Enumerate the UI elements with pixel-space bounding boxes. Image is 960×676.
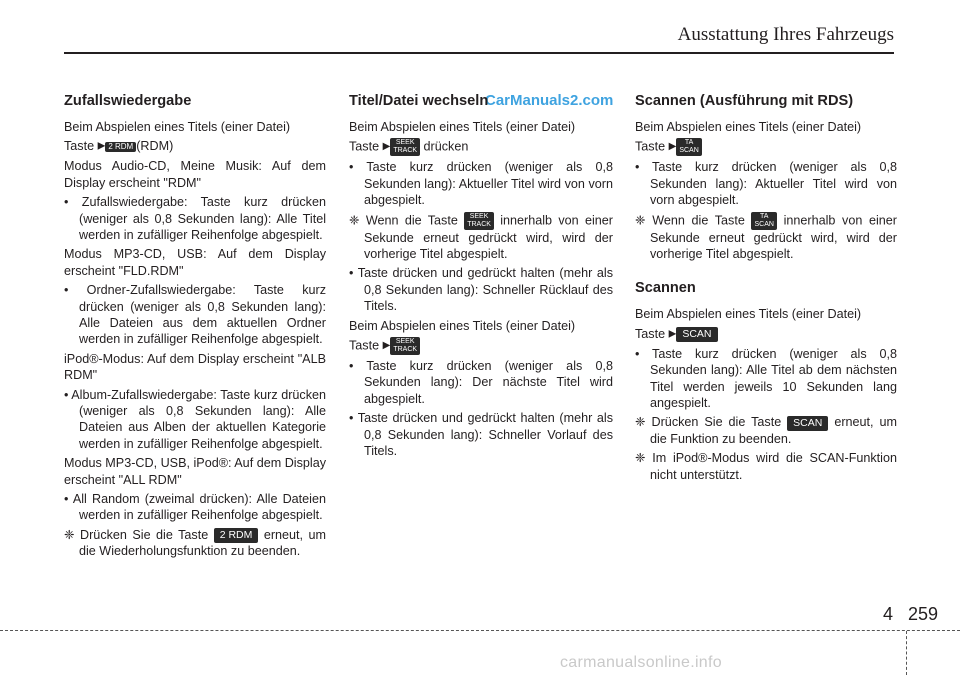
section-title-track-change: Titel/Datei wechseln bbox=[349, 93, 489, 109]
rdm-key-icon: 2 RDM bbox=[105, 142, 136, 152]
section-title-random: Zufallswiedergabe bbox=[64, 93, 192, 109]
arrow-right-icon: ▶ bbox=[668, 328, 677, 340]
column-track-change bbox=[349, 92, 613, 463]
footer-separator bbox=[906, 631, 907, 675]
section-title-scan-rds: Scannen (Ausführung mit RDS) bbox=[635, 93, 854, 109]
note-item: ❈ Drücken Sie die Taste 2 RDM erneut, um die Wiederholungsfunktion zu beenden. bbox=[64, 527, 327, 559]
paragraph-button-seek-down: Taste ▶ SEEK TRACK drücken bbox=[349, 139, 469, 155]
arrow-right-icon: ▶ bbox=[668, 141, 677, 153]
page-header-title: Ausstattung Ihres Fahrzeugs bbox=[677, 24, 894, 45]
paragraph: Beim Abspielen eines Titels (einer Datei) bbox=[635, 307, 862, 322]
scan-key-icon: SCAN bbox=[676, 327, 717, 342]
paragraph-button-seek-up: Taste ▶ SEEK TRACK bbox=[349, 337, 613, 355]
column-scan bbox=[635, 92, 897, 486]
paragraph-button-scan: Taste ▶ SCAN bbox=[635, 326, 897, 343]
bullet-item: • Taste kurz drücken (weniger als 0,8 Sekunden lang): Aktueller Titel wird von vorn abgespielt. bbox=[635, 160, 897, 208]
bullet-item: • All Random (zweimal drücken): Alle Dateien werden in zufälliger Reihenfolge abgespielt. bbox=[64, 492, 326, 523]
arrow-right-icon: ▶ bbox=[382, 339, 391, 351]
arrow-right-icon: ▶ bbox=[382, 141, 391, 153]
bullet-item: • Taste kurz drücken (weniger als 0,8 Sekunden lang): Alle Titel ab dem nächsten Titel werden jeweils 10 Sekunden lang angespielt. bbox=[635, 346, 897, 410]
bullet-item: • Ordner-Zufallswiedergabe: Taste kurz drücken (weniger als 0,8 Sekunden lang): Alle Dateien aus dem aktuellen Ordner werden in zufälliger Reihenfolge abgespielt. bbox=[64, 283, 326, 347]
paragraph: Modus Audio-CD, Meine Musik: Auf dem Display erscheint "RDM" bbox=[64, 159, 326, 190]
seek-track-up-key-icon: SEEK TRACK bbox=[390, 337, 420, 355]
section-title-scan: Scannen bbox=[635, 280, 696, 297]
note-item: ❈ Wenn die Taste TA SCAN innerhalb von einer Sekunde erneut gedrückt wird, wird der vorherige Titel abgespielt. bbox=[635, 212, 897, 262]
arrow-right-icon: ▶ bbox=[97, 140, 106, 152]
note-item: ❈ Drücken Sie die Taste SCAN erneut, um die Funktion zu beenden. bbox=[635, 415, 897, 446]
footer-rule bbox=[0, 630, 960, 631]
note-item: ❈ Im iPod®-Modus wird die SCAN-Funktion nicht unterstützt. bbox=[635, 451, 897, 482]
paragraph-button-ta-scan: Taste ▶ TA SCAN bbox=[635, 138, 897, 156]
bullet-item: • Taste drücken und gedrückt halten (mehr als 0,8 Sekunden lang): Schneller Vorlauf des Titels. bbox=[349, 411, 613, 459]
scan-key-icon: SCAN bbox=[787, 416, 828, 431]
paragraph: iPod®-Modus: Auf dem Display erscheint "ALB RDM" bbox=[64, 351, 326, 383]
bullet-item: • Taste drücken und gedrückt halten (mehr als 0,8 Sekunden lang): Schneller Rücklauf des Titels. bbox=[349, 266, 613, 314]
watermark-top: CarManuals2.com bbox=[485, 92, 614, 109]
column-random-playback bbox=[64, 92, 326, 563]
paragraph: Beim Abspielen eines Titels (einer Datei) bbox=[64, 120, 291, 134]
bullet-item: • Zufallswiedergabe: Taste kurz drücken (weniger als 0,8 Sekunden lang): Alle Titel werden in zufälliger Reihenfolge abgespielt. bbox=[64, 195, 326, 242]
bullet-item: • Taste kurz drücken (weniger als 0,8 Sekunden lang): Aktueller Titel wird von vorn abgespielt. bbox=[349, 160, 613, 208]
paragraph: Beim Abspielen eines Titels (einer Datei) bbox=[349, 120, 576, 134]
bullet-item: • Album-Zufallswiedergabe: Taste kurz drücken (weniger als 0,8 Sekunden lang): Alle Dateien aus Alben der aktuellen Kategorie werden in zufälliger Reihenfolge abgespielt. bbox=[64, 387, 326, 451]
paragraph-button-rdm: Taste ▶ 2 RDM (RDM) bbox=[64, 139, 174, 154]
watermark-bottom: carmanualsonline.info bbox=[560, 654, 722, 671]
rdm-key-icon: 2 RDM bbox=[214, 528, 259, 543]
paragraph: Modus MP3-CD, USB, iPod®: Auf dem Display erscheint "ALL RDM" bbox=[64, 456, 326, 487]
ta-scan-key-icon: TA SCAN bbox=[751, 212, 776, 230]
note-item: ❈ Wenn die Taste SEEK TRACK innerhalb von einer Sekunde erneut gedrückt wird, wird der vorherige Titel abgespielt. bbox=[349, 212, 613, 262]
bullet-item: • Taste kurz drücken (weniger als 0,8 Sekunden lang): Der nächste Titel wird abgespielt. bbox=[349, 359, 613, 406]
ta-scan-key-icon: TA SCAN bbox=[676, 138, 701, 156]
page-number-value: 259 bbox=[908, 604, 939, 624]
header-rule bbox=[64, 52, 894, 54]
seek-track-down-key-icon: SEEK TRACK bbox=[390, 138, 420, 156]
chapter-number: 4 bbox=[883, 604, 894, 624]
paragraph: Modus MP3-CD, USB: Auf dem Display erscheint "FLD.RDM" bbox=[64, 247, 326, 278]
paragraph: Beim Abspielen eines Titels (einer Datei) bbox=[349, 318, 576, 333]
seek-track-down-key-icon: SEEK TRACK bbox=[464, 212, 494, 230]
paragraph: Beim Abspielen eines Titels (einer Datei) bbox=[635, 120, 862, 134]
page-number bbox=[883, 604, 938, 625]
